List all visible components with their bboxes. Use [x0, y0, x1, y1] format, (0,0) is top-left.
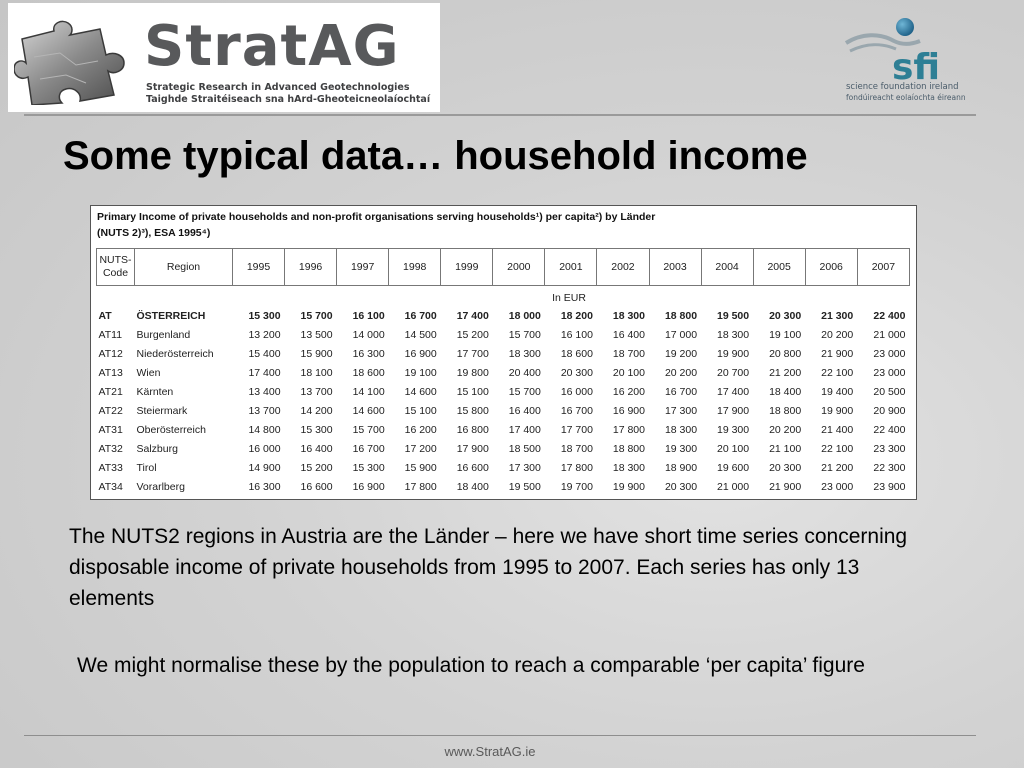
- income-cell: 18 300: [612, 462, 645, 474]
- income-cell: 14 600: [404, 386, 437, 398]
- income-cell: 17 400: [456, 310, 489, 322]
- header-year: 1995: [233, 249, 285, 286]
- income-cell: 18 900: [664, 462, 698, 474]
- income-cell: 13 500: [300, 329, 333, 341]
- row-nuts-code: AT22: [98, 405, 123, 417]
- income-cell: 17 700: [456, 348, 489, 360]
- income-cell: 15 200: [456, 329, 489, 341]
- income-cell: 15 100: [456, 386, 489, 398]
- income-cell: 15 900: [404, 462, 437, 474]
- income-cell: 22 300: [873, 462, 906, 474]
- header-year: 2006: [805, 249, 857, 286]
- income-cell: 19 500: [717, 310, 750, 322]
- income-cell: 20 400: [508, 367, 541, 379]
- income-cell: 20 200: [664, 367, 698, 379]
- income-cell: 20 300: [769, 310, 802, 322]
- income-cell: 15 800: [456, 405, 489, 417]
- table-row: [97, 383, 910, 402]
- row-nuts-code: AT32: [98, 443, 123, 455]
- income-cell: 13 700: [300, 386, 333, 398]
- income-cell: 14 600: [352, 405, 385, 417]
- income-cell: 21 000: [873, 329, 906, 341]
- income-cell: 17 300: [664, 405, 698, 417]
- income-cell: 14 800: [248, 424, 281, 436]
- table-row: [97, 307, 910, 326]
- income-cell: 15 300: [352, 462, 385, 474]
- income-cell: 21 000: [717, 481, 750, 493]
- table-row: [97, 364, 910, 383]
- income-cell: 15 100: [404, 405, 437, 417]
- row-region-name: Oberösterreich: [136, 424, 206, 436]
- row-region-name: Salzburg: [136, 443, 178, 455]
- row-nuts-code: AT31: [98, 424, 123, 436]
- income-cell: 21 900: [769, 481, 802, 493]
- income-cell: 22 100: [821, 443, 854, 455]
- body-paragraph-2: We might normalise these by the population to reach a comparable ‘per capita’ figure: [77, 654, 865, 677]
- income-cell: 16 400: [300, 443, 333, 455]
- income-cell: 15 700: [508, 329, 541, 341]
- header-region: Region: [135, 249, 233, 286]
- income-cell: 20 200: [769, 424, 802, 436]
- income-cell: 16 700: [352, 443, 385, 455]
- income-cell: 18 400: [456, 481, 489, 493]
- income-cell: 16 900: [352, 481, 385, 493]
- income-cell: 18 100: [300, 367, 333, 379]
- income-cell: 17 400: [508, 424, 541, 436]
- income-cell: 21 200: [821, 462, 854, 474]
- income-cell: 17 200: [404, 443, 437, 455]
- header-year: 1996: [285, 249, 337, 286]
- income-cell: 15 900: [300, 348, 333, 360]
- row-region-name: ÖSTERREICH: [136, 310, 206, 322]
- header-year: 2000: [493, 249, 545, 286]
- income-cell: 20 300: [560, 367, 593, 379]
- income-cell: 21 200: [769, 367, 802, 379]
- income-cell: 23 000: [821, 481, 854, 493]
- row-nuts-code: AT34: [98, 481, 123, 493]
- income-cell: 22 100: [821, 367, 854, 379]
- row-nuts-code: AT11: [98, 329, 123, 341]
- brand-tagline-english: Strategic Research in Advanced Geotechnologies: [146, 82, 410, 93]
- income-cell: 15 400: [248, 348, 281, 360]
- table-header-row: [97, 249, 910, 286]
- income-cell: 17 700: [560, 424, 593, 436]
- header-year: 1998: [389, 249, 441, 286]
- row-nuts-code: AT12: [98, 348, 123, 360]
- header-year: 2003: [649, 249, 701, 286]
- income-cell: 20 800: [769, 348, 802, 360]
- income-cell: 18 700: [560, 443, 593, 455]
- income-cell: 18 800: [664, 310, 698, 322]
- income-cell: 19 500: [508, 481, 541, 493]
- table-row: [97, 402, 910, 421]
- income-cell: 19 200: [664, 348, 698, 360]
- income-cell: 20 500: [873, 386, 906, 398]
- income-cell: 17 000: [664, 329, 698, 341]
- income-cell: 14 500: [404, 329, 437, 341]
- header-year: 2002: [597, 249, 649, 286]
- income-cell: 17 300: [508, 462, 541, 474]
- income-cell: 21 400: [821, 424, 854, 436]
- income-cell: 19 800: [456, 367, 489, 379]
- income-cell: 16 600: [456, 462, 489, 474]
- footer-url: www.StratAG.ie: [444, 744, 536, 759]
- row-region-name: Wien: [136, 367, 161, 379]
- income-cell: 18 200: [560, 310, 593, 322]
- income-cell: 15 300: [248, 310, 281, 322]
- row-nuts-code: AT: [98, 310, 112, 322]
- income-cell: 22 400: [873, 310, 906, 322]
- income-cell: 16 000: [248, 443, 281, 455]
- brand-tagline-irish: Taighde Straitéiseach sna hArd-Gheoteicneolaíochtaí: [146, 94, 431, 105]
- table-row: [97, 345, 910, 364]
- income-cell: 20 100: [717, 443, 750, 455]
- income-cell: 16 700: [664, 386, 698, 398]
- income-cell: 20 100: [612, 367, 645, 379]
- income-cell: 16 400: [508, 405, 541, 417]
- income-cell: 15 700: [352, 424, 385, 436]
- income-cell: 19 700: [560, 481, 593, 493]
- income-cell: 17 400: [248, 367, 281, 379]
- income-cell: 16 300: [352, 348, 385, 360]
- income-cell: 21 900: [821, 348, 854, 360]
- income-cell: 19 900: [821, 405, 854, 417]
- income-cell: 16 100: [352, 310, 385, 322]
- income-cell: 18 000: [508, 310, 541, 322]
- income-cell: 19 400: [821, 386, 854, 398]
- income-cell: 18 300: [664, 424, 698, 436]
- income-cell: 17 900: [717, 405, 750, 417]
- table-row: [97, 326, 910, 345]
- header-year: 1999: [441, 249, 493, 286]
- income-cell: 14 000: [352, 329, 385, 341]
- income-cell: 13 400: [248, 386, 281, 398]
- income-cell: 20 200: [821, 329, 854, 341]
- income-cell: 14 900: [248, 462, 281, 474]
- income-cell: 21 100: [769, 443, 802, 455]
- table-row: [97, 459, 910, 478]
- row-region-name: Kärnten: [136, 386, 174, 398]
- income-cell: 22 400: [873, 424, 906, 436]
- row-region-name: Burgenland: [136, 329, 191, 341]
- header-nuts-code: NUTS-Code: [97, 249, 135, 286]
- income-cell: 18 600: [352, 367, 385, 379]
- income-cell: 16 700: [560, 405, 593, 417]
- sfi-name-irish: fondúireacht eolaíochta éireann: [846, 93, 966, 102]
- income-cell: 15 700: [300, 310, 333, 322]
- income-cell: 19 900: [612, 481, 645, 493]
- income-cell: 18 800: [612, 443, 645, 455]
- income-table-panel: [90, 205, 917, 500]
- income-cell: 23 900: [873, 481, 906, 493]
- row-region-name: Vorarlberg: [136, 481, 185, 493]
- income-cell: 15 200: [300, 462, 333, 474]
- income-cell: 23 000: [873, 348, 906, 360]
- income-cell: 17 900: [456, 443, 489, 455]
- header-year: 2005: [753, 249, 805, 286]
- income-cell: 19 100: [404, 367, 437, 379]
- income-cell: 16 400: [612, 329, 645, 341]
- table-caption-line1: Primary Income of private households and non-profit organisations serving households¹) per capita²) by Länder: [97, 211, 656, 223]
- income-cell: 18 700: [612, 348, 645, 360]
- income-cell: 16 900: [612, 405, 645, 417]
- row-nuts-code: AT13: [98, 367, 123, 379]
- income-cell: 16 700: [404, 310, 437, 322]
- income-cell: 20 300: [664, 481, 698, 493]
- income-cell: 16 600: [300, 481, 333, 493]
- footer-divider: [24, 735, 976, 736]
- income-cell: 16 100: [560, 329, 593, 341]
- table-row: [97, 440, 910, 459]
- body-paragraph-1: The NUTS2 regions in Austria are the Länder – here we have short time series concerning disposable income of private households from 1995 to 2007. Each series has only 13 elements: [69, 525, 908, 610]
- income-cell: 18 400: [769, 386, 802, 398]
- income-cell: 20 300: [769, 462, 802, 474]
- income-cell: 19 900: [717, 348, 750, 360]
- income-cell: 16 000: [560, 386, 593, 398]
- row-region-name: Niederösterreich: [136, 348, 214, 360]
- table-caption-line2: (NUTS 2)³), ESA 1995⁴): [97, 227, 211, 239]
- row-region-name: Tirol: [136, 462, 157, 474]
- income-cell: 18 600: [560, 348, 593, 360]
- header-year: 2004: [701, 249, 753, 286]
- income-table: [96, 248, 910, 497]
- sfi-wordmark: sfi: [892, 47, 941, 88]
- income-cell: 18 800: [769, 405, 802, 417]
- income-cell: 15 700: [508, 386, 541, 398]
- row-region-name: Steiermark: [136, 405, 188, 417]
- header-year: 2001: [545, 249, 597, 286]
- slide-title: Some typical data… household income: [63, 134, 808, 178]
- income-cell: 19 300: [664, 443, 698, 455]
- sfi-name-english: science foundation ireland: [846, 82, 959, 92]
- header-year: 2007: [857, 249, 909, 286]
- income-cell: 16 200: [612, 386, 645, 398]
- brand-name: StratAG: [144, 14, 400, 79]
- income-cell: 21 300: [821, 310, 854, 322]
- income-cell: 18 500: [508, 443, 541, 455]
- income-cell: 14 200: [300, 405, 333, 417]
- income-cell: 17 800: [612, 424, 645, 436]
- income-cell: 23 000: [873, 367, 906, 379]
- income-cell: 16 800: [456, 424, 489, 436]
- income-cell: 16 200: [404, 424, 437, 436]
- header-divider: [24, 114, 976, 116]
- row-nuts-code: AT33: [98, 462, 123, 474]
- income-cell: 19 300: [717, 424, 750, 436]
- table-row: [97, 421, 910, 440]
- income-cell: 20 700: [717, 367, 750, 379]
- income-cell: 19 600: [717, 462, 750, 474]
- income-cell: 18 300: [508, 348, 541, 360]
- income-cell: 17 800: [404, 481, 437, 493]
- income-cell: 13 700: [248, 405, 281, 417]
- income-cell: 23 300: [873, 443, 906, 455]
- income-cell: 18 300: [717, 329, 750, 341]
- puzzle-piece-icon: [14, 17, 136, 105]
- stratag-logo: [8, 3, 440, 112]
- income-cell: 15 300: [300, 424, 333, 436]
- income-cell: 19 100: [769, 329, 802, 341]
- income-cell: 16 900: [404, 348, 437, 360]
- income-cell: 18 300: [612, 310, 645, 322]
- income-cell: 16 300: [248, 481, 281, 493]
- row-nuts-code: AT21: [98, 386, 123, 398]
- income-cell: 17 800: [560, 462, 593, 474]
- unit-label: In EUR: [552, 292, 586, 305]
- income-cell: 20 900: [873, 405, 906, 417]
- income-cell: 13 200: [248, 329, 281, 341]
- unit-row: [97, 286, 910, 307]
- header-year: 1997: [337, 249, 389, 286]
- income-cell: 17 400: [717, 386, 750, 398]
- table-row: [97, 478, 910, 497]
- income-cell: 14 100: [352, 386, 385, 398]
